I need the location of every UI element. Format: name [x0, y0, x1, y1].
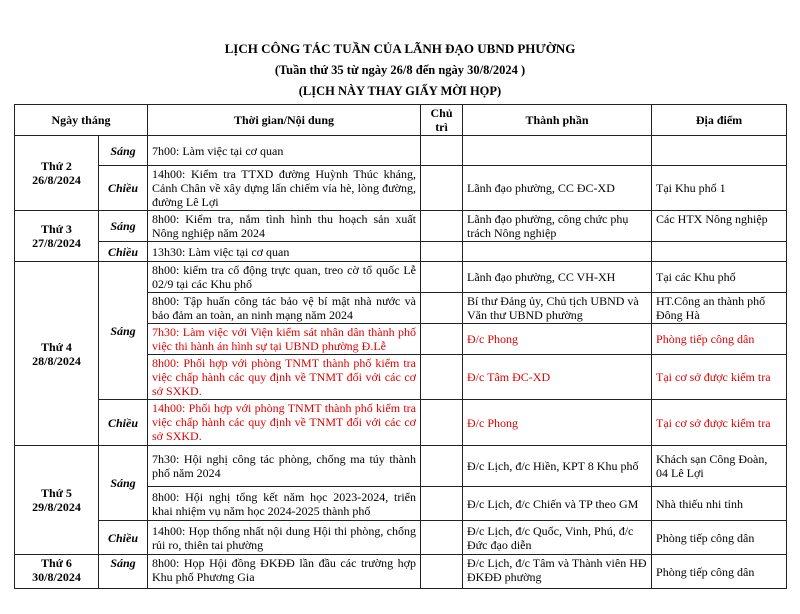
participants-cell: Lãnh đạo phường, CC ĐC-XD	[463, 166, 652, 211]
col-header-location: Địa điểm	[652, 105, 787, 136]
schedule-table	[14, 104, 787, 589]
content-cell: 8h00: Phối hợp với phòng TNMT thành phố kiểm tra việc chấp hành các quy định về TNMT đối với các cơ sở SXKD.	[148, 355, 421, 400]
day-name: Thứ 6	[41, 556, 72, 570]
content-cell: 13h30: Làm việc tại cơ quan	[148, 242, 421, 262]
host-cell	[421, 521, 463, 555]
host-cell	[421, 136, 463, 166]
participants-cell: Đ/c Tâm ĐC-XD	[463, 355, 652, 400]
document-subtitle: (Tuần thứ 35 từ ngày 26/8 đến ngày 30/8/2024 )	[274, 63, 526, 77]
host-cell	[421, 211, 463, 242]
host-cell	[421, 166, 463, 211]
participants-cell: Đ/c Lịch, đ/c Quốc, Vinh, Phú, đ/c Đức đạo diễn	[463, 521, 652, 555]
content-cell: 14h00: Họp thống nhất nội dung Hội thi phòng, chống rủi ro, thiên tai phường	[148, 521, 421, 555]
location-cell	[652, 242, 787, 262]
table-row	[15, 242, 787, 262]
table-row	[15, 446, 787, 487]
session-cell: Chiều	[99, 166, 148, 211]
location-cell: Khách sạn Công Đoàn, 04 Lê Lợi	[652, 446, 787, 487]
day-cell	[15, 136, 99, 211]
host-cell	[421, 446, 463, 487]
host-cell	[421, 355, 463, 400]
day-date: 27/8/2024	[32, 236, 81, 250]
table-row	[15, 211, 787, 242]
day-cell	[15, 446, 99, 555]
host-cell	[421, 293, 463, 324]
content-cell: 8h00: Hội nghị tổng kết năm học 2023-2024, triển khai nhiệm vụ năm học 2024-2025 thành phố	[148, 487, 421, 521]
document-note: (LỊCH NÀY THAY GIẤY MỜI HỌP)	[298, 84, 502, 98]
content-cell: 14h00: Phối hợp với phòng TNMT thành phố kiểm tra việc chấp hành các quy định về TNMT đối với các cơ sở SXKD.	[148, 400, 421, 446]
table-row	[15, 555, 787, 589]
day-date: 26/8/2024	[32, 173, 81, 187]
content-cell: 8h00: Kiểm tra, nắm tình hình thu hoạch sản xuất Nông nghiệp năm 2024	[148, 211, 421, 242]
day-date: 28/8/2024	[32, 353, 81, 368]
col-header-participants: Thành phần	[463, 105, 652, 136]
participants-cell: Đ/c Lịch, đ/c Tâm và Thành viên HĐ ĐKĐĐ phường	[463, 555, 652, 589]
day-cell	[15, 262, 99, 446]
content-cell: 8h00: Họp Hội đồng ĐKĐĐ lần đầu các trường hợp Khu phố Phương Gia	[148, 555, 421, 589]
location-cell: HT.Công an thành phố Đông Hà	[652, 293, 787, 324]
day-cell	[15, 211, 99, 262]
participants-cell: Đ/c Lịch, đ/c Chiến và TP theo GM	[463, 487, 652, 521]
table-row	[15, 136, 787, 166]
participants-cell: Lãnh đạo phường, công chức phụ trách Nông nghiệp	[463, 211, 652, 242]
day-name: Thứ 5	[41, 486, 72, 500]
location-cell: Tại các Khu phố	[652, 262, 787, 293]
table-row	[15, 166, 787, 211]
participants-cell	[463, 242, 652, 262]
host-cell	[421, 487, 463, 521]
content-cell: 8h00: kiểm tra cổ động trực quan, treo cờ tổ quốc Lễ 02/9 tại các Khu phố	[148, 262, 421, 293]
table-header-row	[15, 105, 787, 136]
location-cell: Phòng tiếp công dân	[652, 555, 787, 589]
location-cell: Tại Khu phố 1	[652, 166, 787, 211]
location-cell: Tại cơ sở được kiểm tra	[652, 355, 787, 400]
content-cell: 7h00: Làm việc tại cơ quan	[148, 136, 421, 166]
session-cell: Sáng	[99, 555, 148, 589]
participants-cell: Lãnh đạo phường, CC VH-XH	[463, 262, 652, 293]
location-cell: Các HTX Nông nghiệp	[652, 211, 787, 242]
session-cell: Sáng	[99, 211, 148, 242]
day-name: Thứ 2	[41, 159, 72, 173]
participants-cell: Đ/c Phong	[463, 324, 652, 355]
day-cell	[15, 555, 99, 589]
session-cell: Chiều	[99, 521, 148, 555]
col-header-host: Chủ trì	[421, 105, 463, 136]
col-header-date: Ngày tháng	[15, 105, 148, 136]
session-cell: Chiều	[99, 242, 148, 262]
location-cell: Phòng tiếp công dân	[652, 521, 787, 555]
session-cell: Sáng	[99, 136, 148, 166]
location-cell: Tại cơ sở được kiểm tra	[652, 400, 787, 446]
host-cell	[421, 555, 463, 589]
content-cell: 8h00: Tập huấn công tác bảo vệ bí mật nhà nước và bảo đảm an toàn, an ninh mạng năm 2024	[148, 293, 421, 324]
document-title: LỊCH CÔNG TÁC TUẦN CỦA LÃNH ĐẠO UBND PHƯỜNG	[224, 41, 576, 56]
participants-cell	[463, 136, 652, 166]
session-cell: Sáng	[99, 446, 148, 521]
location-cell: Phòng tiếp công dân	[652, 324, 787, 355]
host-cell	[421, 262, 463, 293]
participants-cell: Đ/c Phong	[463, 400, 652, 446]
host-cell	[421, 242, 463, 262]
location-cell	[652, 136, 787, 166]
content-cell: 7h30: Làm việc với Viện kiểm sát nhân dân thành phố việc thi hành án hình sự tại UBND phường Đ.Lễ	[148, 324, 421, 355]
location-cell: Nhà thiếu nhi tỉnh	[652, 487, 787, 521]
session-cell: Chiều	[99, 400, 148, 446]
day-date: 30/8/2024	[32, 570, 81, 584]
day-name: Thứ 4	[41, 339, 72, 354]
col-header-content: Thời gian/Nội dung	[148, 105, 421, 136]
participants-cell: Đ/c Lịch, đ/c Hiền, KPT 8 Khu phố	[463, 446, 652, 487]
day-date: 29/8/2024	[32, 500, 81, 514]
host-cell	[421, 400, 463, 446]
day-name: Thứ 3	[41, 222, 72, 236]
host-cell	[421, 324, 463, 355]
session-cell: Sáng	[99, 262, 148, 400]
content-cell: 14h00: Kiểm tra TTXD đường Huỳnh Thúc kháng, Cảnh Chân về xây dựng lấn chiếm vỉa hè, lòng đường, đường Lê Lợi	[148, 166, 421, 211]
table-row	[15, 262, 787, 293]
table-row	[15, 521, 787, 555]
table-row	[15, 400, 787, 446]
participants-cell: Bí thư Đảng ủy, Chủ tịch UBND và Văn thư UBND phường	[463, 293, 652, 324]
content-cell: 7h30: Hội nghị công tác phòng, chống ma túy thành phố năm 2024	[148, 446, 421, 487]
